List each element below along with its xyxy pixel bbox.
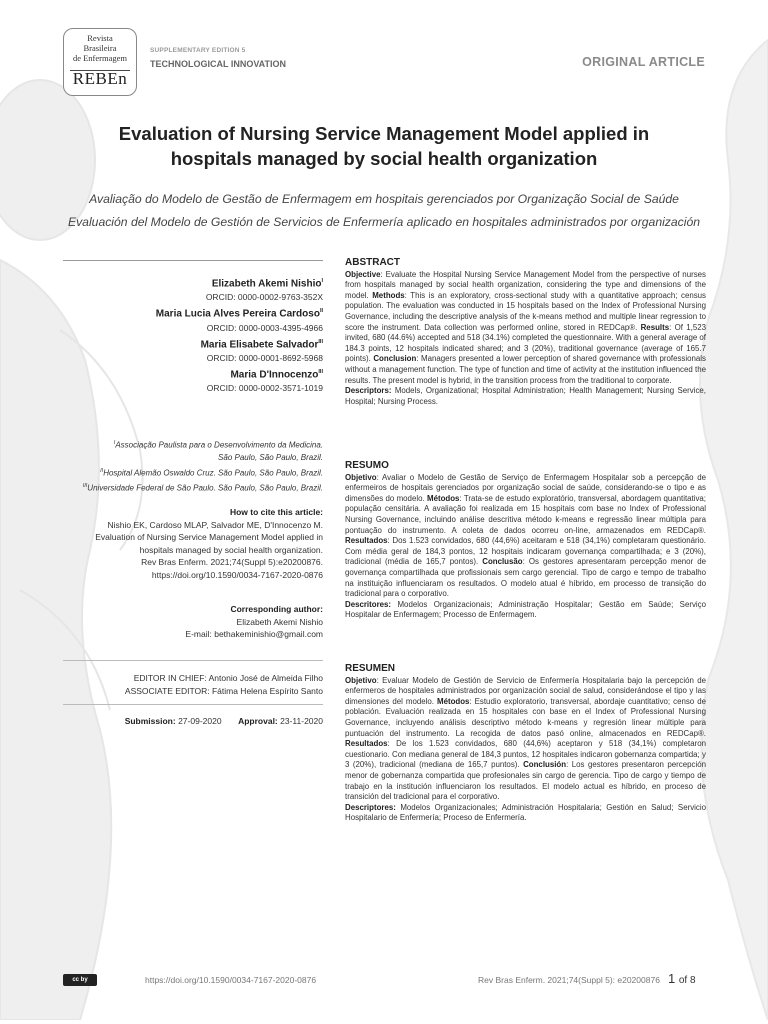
article-type: ORIGINAL ARTICLE <box>582 55 705 69</box>
resumen-body <box>345 676 706 803</box>
text-conclusion: : Os gestores apresentaram percepção menor de governança compartilhada que profissionais sem cargo gerencial. Tipo de cargo e tempo de trabalho na instituição influenciaram os resultados. O modelo atual é híbrido, em processo de transição do tradicional para o corporativo. <box>345 557 706 599</box>
author-list <box>63 278 323 393</box>
title-spanish: Evaluación del Modelo de Gestión de Servicios de Enfermería aplicado en hospitales administrados por organización <box>67 215 701 229</box>
corresponding-email[interactable]: E-mail: bethakeminishio@gmail.com <box>185 629 323 639</box>
author-orcid[interactable]: ORCID: 0000-0002-9763-352X <box>205 292 323 303</box>
section-label: TECHNOLOGICAL INNOVATION <box>150 59 286 69</box>
citation-line: Evaluation of Nursing Service Management Model applied in <box>95 532 323 542</box>
resumen-heading: RESUMEN <box>345 663 396 674</box>
submission-date: 27-09-2020 <box>178 716 222 726</box>
text-descriptors: Models, Organizational; Hospital Administration; Health Management; Nursing Service, Hospital; Nursing Process. <box>345 386 706 406</box>
logo-line: Revista <box>87 33 113 43</box>
affiliation-mark: II <box>100 467 104 474</box>
author-block <box>63 278 323 302</box>
supplement-label: SUPPLEMENTARY EDITION 5 <box>150 47 246 54</box>
text-objective: : Evaluar Modelo de Gestión de Servicio de Enfermería Hospitalaria bajo la percepción de enfermeros de hospitales administrados por organización social de salud, considerándose el tipo y las dimensiones del modelo. <box>345 675 706 706</box>
left-column-divider <box>63 260 323 261</box>
corresponding-name: Elizabeth Akemi Nishio <box>236 616 323 627</box>
label-conclusion: Conclusión <box>523 760 567 770</box>
author-block <box>63 369 323 393</box>
label-results: Resultados <box>345 739 388 749</box>
label-descriptors: Descriptors: <box>345 386 392 396</box>
dates <box>63 715 323 728</box>
page-number <box>668 971 696 986</box>
author-orcid[interactable]: ORCID: 0000-0003-4395-4966 <box>206 322 323 333</box>
text-methods: : This is an exploratory, cross-sectional study with a quantitative approach; census population. The evaluation was conducted in 15 hospitals based on the Index of Professional Nursing Governance, including the descriptive analysis of the k-means method and multiple linear regression to score the instrument. Data collection was performed online, stored in REDCap®. <box>345 290 706 332</box>
editors <box>63 672 323 697</box>
citation-line: Rev Bras Enferm. 2021;74(Suppl 5):e20200876. <box>141 557 323 567</box>
author-name: Maria Lucia Alves Pereira Cardoso <box>155 308 320 320</box>
label-objective: Objetivo <box>345 675 377 685</box>
page-current: 1 <box>668 971 676 986</box>
footer-doi-link[interactable]: https://doi.org/10.1590/0034-7167-2020-0876 <box>145 975 317 985</box>
label-methods: Métodos <box>437 696 470 706</box>
label-objective: Objective <box>345 269 381 279</box>
author-affiliation-mark: I <box>321 278 323 284</box>
footer-citation: Rev Bras Enferm. 2021;74(Suppl 5): e20200876 <box>478 975 660 985</box>
text-objective: : Evaluate the Hospital Nursing Service Management Model from the perspective of nurses from hospitals managed by social health organization, considering the type and dimensions of the model. <box>345 269 706 300</box>
citation-doi-link[interactable]: https://doi.org/10.1590/0034-7167-2020-0876 <box>151 569 323 580</box>
resumo-heading: RESUMO <box>345 460 389 471</box>
title-line: hospitals managed by social health organization <box>170 148 598 169</box>
abstract-section <box>345 258 706 407</box>
author-orcid[interactable]: ORCID: 0000-0001-8692-5968 <box>206 352 323 363</box>
label-descriptors: Descritores: <box>345 599 392 609</box>
text-conclusion: : Managers presented a lower perception of shared governance with professionals without a management function. The type of function and time of activity at the institution influenced the results. The present model is hybrid, in the transition process from the traditional to corporate. <box>345 354 706 385</box>
article-title <box>63 121 705 171</box>
affiliations <box>63 437 323 495</box>
text-methods: : Estudio exploratorio, transversal, abordaje cuantitativo; censo de población. Evaluación realizada en 15 hospitales con base en el Index of Professional Nursing Governance, incluyendo análisis descriptivo método k-means y regresión linear múltiple para puntuación del instrumento. La recogida de datos pasó online, almacenados en REDCap®. <box>345 696 707 738</box>
citation-line: hospitals managed by social health organization. <box>139 544 323 555</box>
logo-line: de Enfermagem <box>72 53 128 63</box>
resumo-descriptors <box>345 600 706 621</box>
divider <box>63 704 323 705</box>
author-affiliation-mark: III <box>318 338 323 345</box>
label-methods: Methods <box>372 290 405 300</box>
text-descriptors: Modelos Organizacionais; Administração Hospitalar; Gestão em Saúde; Serviço Hospitalar de Enfermagem; Processo de Enfermagem. <box>345 599 706 620</box>
label-results: Results <box>640 322 670 332</box>
author-block <box>63 308 323 332</box>
license-label: cc by <box>72 977 88 983</box>
label-conclusion: Conclusion <box>373 354 417 364</box>
abstract-heading: ABSTRACT <box>345 257 400 268</box>
cc-by-license-icon[interactable] <box>63 974 97 986</box>
label-results: Resultados <box>345 536 388 546</box>
text-results: : Dos 1.523 convidados, 680 (44,6%) aceitaram e 518 (34,1%) completaram questionário. Com média geral de 184,3 pontos, 12 hospitais indicaram governança compartilhada; e 3 (20%), tradicional (média de 165,7 pontos). <box>345 536 706 567</box>
citation-block <box>63 506 323 581</box>
title-portuguese: Avaliação do Modelo de Gestão de Enfermagem em hospitais gerenciados por Organização Social de Saúde <box>89 192 679 206</box>
logo-brand: REBEn <box>72 69 128 88</box>
editor-in-chief: EDITOR IN CHIEF: Antonio José de Almeida Filho <box>133 673 323 683</box>
text-results: : De los 1.523 convidados, 680 (44,6%) aceptaron y 518 (34,1%) completaron cuestionario. Con mediana general de 184,3 puntos, 12 hospitales indicaron gobernanza compartida; y 3 (20%), tradicional (mediana de 165,7 puntos). <box>345 739 706 770</box>
resumen-section <box>345 664 706 824</box>
affiliation-text: Associação Paulista para o Desenvolvimento da Medicina. <box>115 440 323 450</box>
resumo-body <box>345 473 706 600</box>
abstract-body <box>345 270 706 387</box>
affiliation-text: São Paulo, São Paulo, Brazil. <box>218 453 323 463</box>
abstract-descriptors <box>345 386 706 407</box>
journal-logo[interactable] <box>63 28 137 96</box>
corresponding-author <box>63 603 323 641</box>
affiliation-text: Hospital Alemão Oswaldo Cruz. São Paulo, São Paulo, Brazil. <box>103 468 323 478</box>
resumen-descriptors <box>345 803 706 824</box>
author-block <box>63 339 323 363</box>
label-objective: Objetivo <box>345 472 377 482</box>
text-results: : Of 1,523 invited, 680 (44.6%) accepted and 518 (34.1%) completed the questionnaire. With a general average of 184.3 points, 12 hospitals indicated shared; and 3 (20%), traditional governance (average of 165.7 points). <box>345 322 707 364</box>
author-affiliation-mark: III <box>318 368 323 375</box>
author-name: Elizabeth Akemi Nishio <box>211 278 322 290</box>
corresponding-heading: Corresponding author: <box>230 604 323 614</box>
affiliation-text: Universidade Federal de São Paulo. São Paulo, São Paulo, Brazil. <box>87 483 323 493</box>
approval-label: Approval: <box>238 716 278 726</box>
page-total: of 8 <box>678 975 696 986</box>
title-line: Evaluation of Nursing Service Management Model applied in <box>118 123 650 144</box>
citation-heading: How to cite this article: <box>229 507 323 517</box>
label-methods: Métodos <box>427 493 460 503</box>
divider <box>63 660 323 661</box>
label-conclusion: Conclusão <box>482 557 523 567</box>
associate-editor: ASSOCIATE EDITOR: Fátima Helena Espírito Santo <box>124 685 323 696</box>
author-name: Maria D'Innocenzo <box>230 369 319 381</box>
affiliation-mark: III <box>82 482 88 489</box>
author-name: Maria Elisabete Salvador <box>200 338 319 350</box>
submission-label: Submission: <box>124 716 176 726</box>
approval-date: 23-11-2020 <box>280 716 323 726</box>
citation-line: Nishio EK, Cardoso MLAP, Salvador ME, D'Innocenzo M. <box>107 519 323 530</box>
text-methods: : Trata-se de estudo exploratório, transversal, abordagem quantitativa; população censitária. A avaliação foi realizada em 15 hospitais com base no Index of Professional Nursing Governance, incluindo análise descritiva método k-means e regressão linear múltipla para pontuação do instrumento. A coleta de dados ocorreu on-line, armazenados em REDCap®. <box>345 493 707 535</box>
author-orcid[interactable]: ORCID: 0000-0002-3571-1019 <box>206 383 323 394</box>
text-conclusion: : Los gestores presentaron percepción menor de gobernanza compartida que profesionales sin cargo de gerencia. Tipo de cargo y tiempo de trabajo en la institución influenciaron los resultados. El modelo actual es híbrido, en proceso de transición del tradicional para el corporativo. <box>345 760 706 802</box>
author-affiliation-mark: II <box>319 308 323 315</box>
text-descriptors: Modelos Organizacionales; Administración Hospitalaria; Gestión en Salud; Servicio Hospitalario de Enfermería; Proceso de Enfermería. <box>345 802 706 823</box>
logo-line: Brasileira <box>83 43 117 53</box>
label-descriptors: Descriptores: <box>345 802 396 812</box>
text-objective: : Avaliar o Modelo de Gestão de Serviço de Enfermagem Hospitalar sob a percepção de enfermeiros de hospitais gerenciados por organização social de saúde, considerando-se o tipo e as dimensões do modelo. <box>345 472 706 503</box>
affiliation-mark: I <box>113 440 116 446</box>
resumo-section <box>345 461 706 621</box>
